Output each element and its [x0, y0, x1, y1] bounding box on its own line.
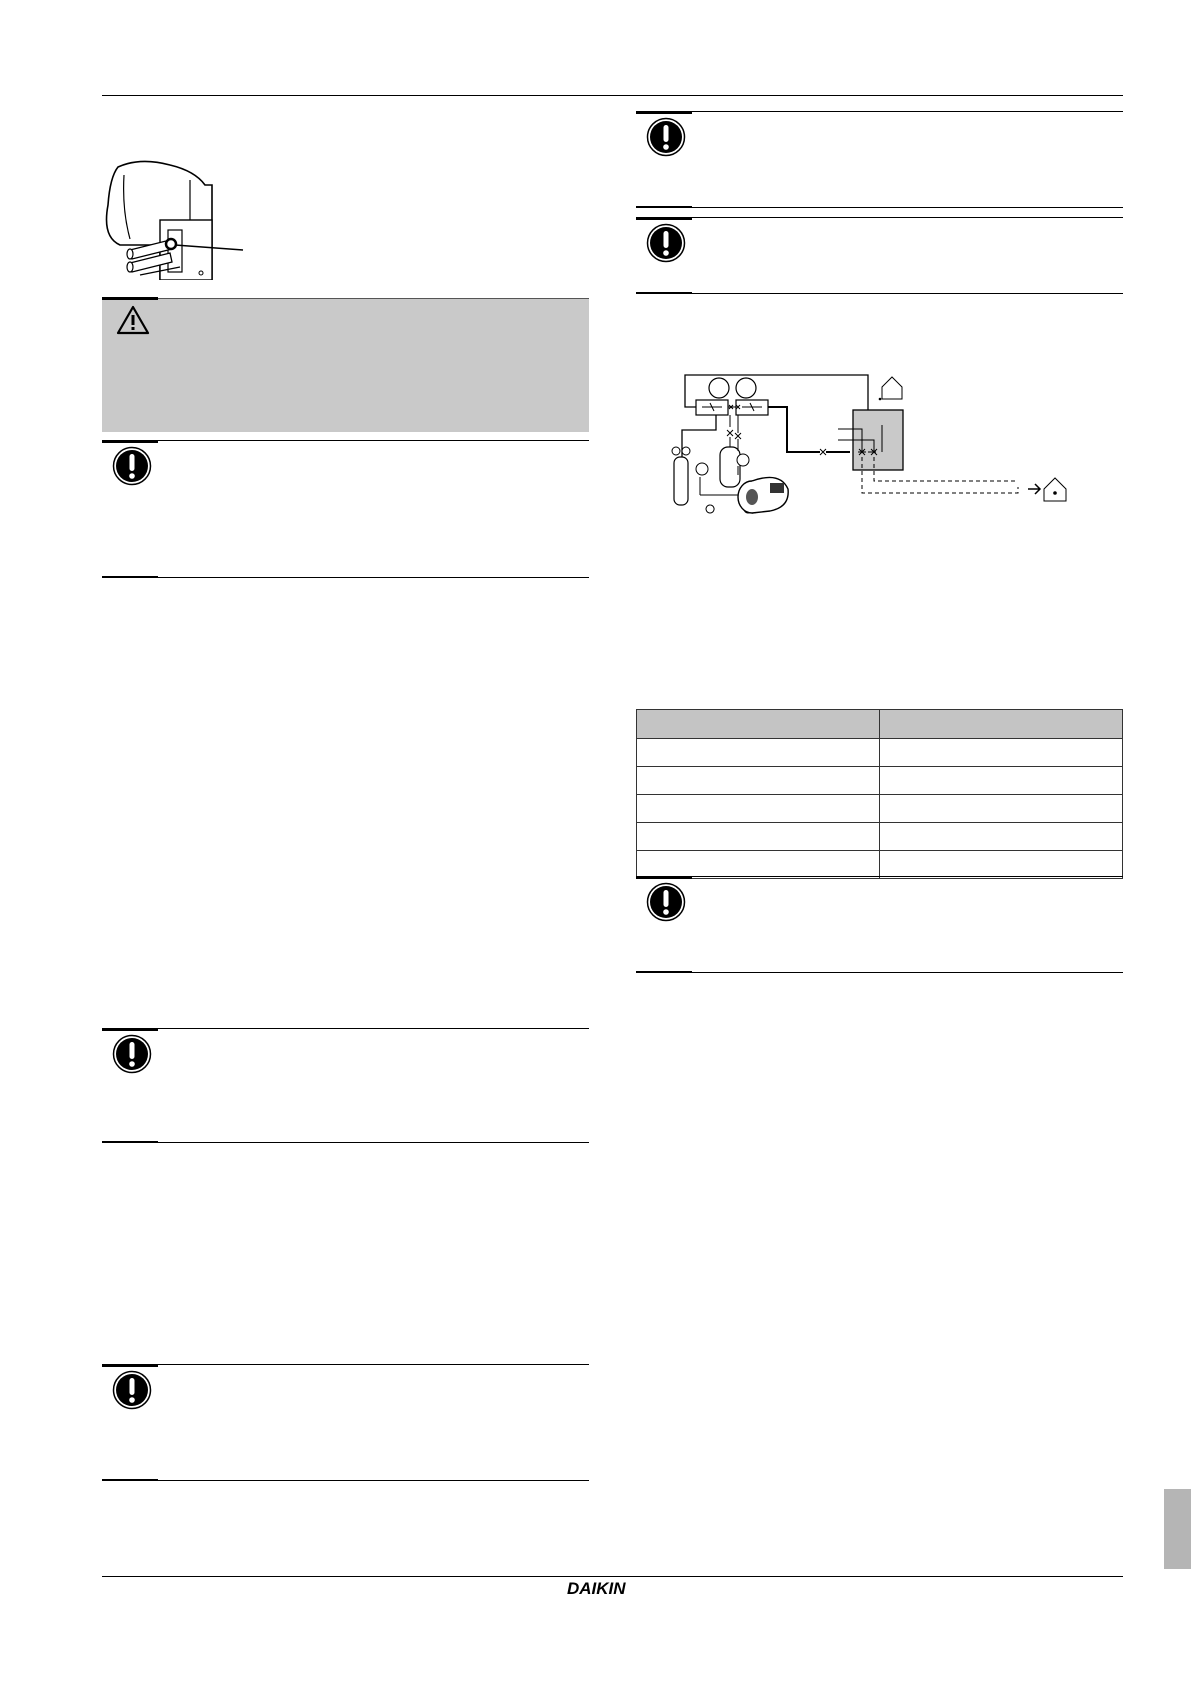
table-header-row [637, 710, 1123, 739]
warning-triangle-icon [116, 304, 150, 336]
table-row [637, 795, 1123, 823]
notice-exclamation-icon [646, 223, 686, 263]
table-row [637, 739, 1123, 767]
notice-box [636, 111, 1123, 208]
svg-text:DAIKIN: DAIKIN [567, 1579, 626, 1597]
spec-table [636, 709, 1123, 879]
notice-exclamation-icon [112, 446, 152, 486]
table-row [637, 823, 1123, 851]
refrigerant-setup-diagram [630, 365, 1080, 525]
notice-exclamation-icon [646, 882, 686, 922]
table-row [637, 767, 1123, 795]
notice-exclamation-icon [112, 1370, 152, 1410]
side-tab [1164, 1489, 1191, 1569]
notice-box [102, 1028, 589, 1143]
notice-box [636, 876, 1123, 973]
notice-exclamation-icon [112, 1034, 152, 1074]
table-row [637, 851, 1123, 879]
notice-box [102, 1364, 589, 1481]
pipe-end-illustration [100, 155, 250, 280]
page-footer-rule [102, 1576, 1123, 1577]
notice-box [102, 440, 589, 578]
notice-exclamation-icon [646, 117, 686, 157]
warning-box [102, 298, 589, 432]
daikin-logo [567, 1579, 652, 1597]
page-header-rule [102, 95, 1123, 96]
notice-box [636, 217, 1123, 294]
